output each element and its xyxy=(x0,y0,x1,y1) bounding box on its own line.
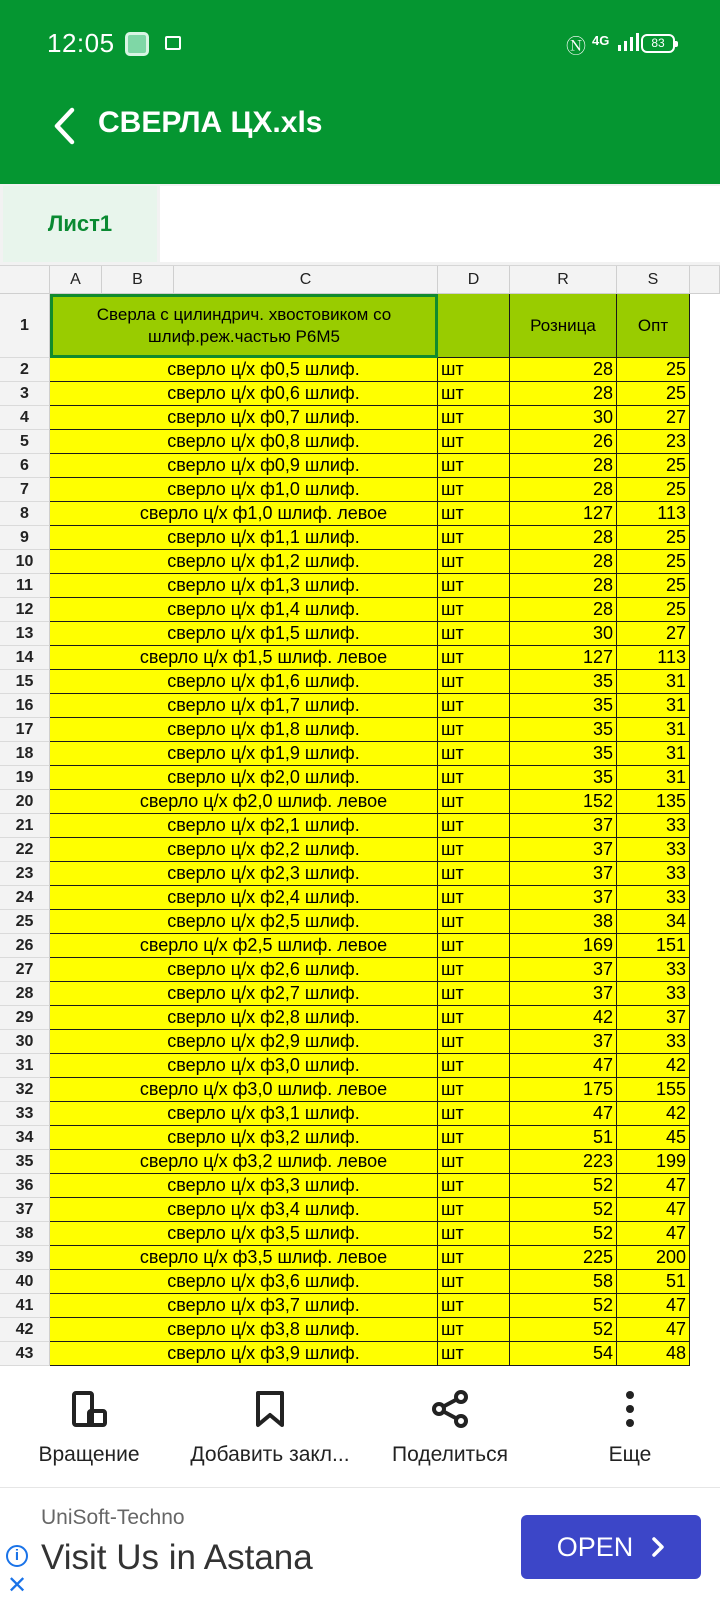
row-header[interactable]: 3 xyxy=(0,382,50,406)
unit-cell[interactable]: шт xyxy=(438,574,510,598)
row-header[interactable]: 36 xyxy=(0,1174,50,1198)
retail-price-cell[interactable]: 35 xyxy=(510,766,617,790)
wholesale-price-cell[interactable]: 25 xyxy=(617,478,690,502)
retail-header-cell[interactable]: Розница xyxy=(510,294,617,358)
retail-price-cell[interactable]: 35 xyxy=(510,718,617,742)
wholesale-price-cell[interactable]: 25 xyxy=(617,574,690,598)
status-time: 12:05 xyxy=(47,28,115,58)
description-cell[interactable]: сверло ц/х ф2,0 шлиф. левое xyxy=(50,790,438,814)
unit-cell[interactable]: шт xyxy=(438,1078,510,1102)
retail-price-cell[interactable]: 28 xyxy=(510,598,617,622)
wholesale-price-cell[interactable]: 135 xyxy=(617,790,690,814)
row-header[interactable]: 33 xyxy=(0,1102,50,1126)
row-header[interactable]: 1 xyxy=(0,294,50,358)
description-cell[interactable]: сверло ц/х ф2,0 шлиф. xyxy=(50,766,438,790)
wholesale-price-cell[interactable]: 25 xyxy=(617,358,690,382)
wholesale-price-cell[interactable]: 31 xyxy=(617,766,690,790)
row-header[interactable]: 20 xyxy=(0,790,50,814)
row-header[interactable]: 28 xyxy=(0,982,50,1006)
wholesale-price-cell[interactable]: 42 xyxy=(617,1102,690,1126)
wholesale-price-cell[interactable]: 33 xyxy=(617,838,690,862)
wholesale-price-cell[interactable]: 47 xyxy=(617,1294,690,1318)
row-header[interactable]: 35 xyxy=(0,1150,50,1174)
wholesale-price-cell[interactable]: 33 xyxy=(617,1030,690,1054)
unit-cell[interactable]: шт xyxy=(438,1174,510,1198)
description-cell[interactable]: сверло ц/х ф3,2 шлиф. xyxy=(50,1126,438,1150)
row-header[interactable]: 15 xyxy=(0,670,50,694)
row-header[interactable]: 22 xyxy=(0,838,50,862)
spreadsheet-grid[interactable] xyxy=(0,266,720,1367)
retail-price-cell[interactable]: 26 xyxy=(510,430,617,454)
sheet-tab-bar-empty xyxy=(160,186,720,262)
app-header xyxy=(0,0,720,184)
retail-price-cell[interactable]: 28 xyxy=(510,550,617,574)
description-cell[interactable]: сверло ц/х ф3,2 шлиф. левое xyxy=(50,1150,438,1174)
wholesale-price-cell[interactable]: 48 xyxy=(617,1342,690,1366)
wholesale-price-cell[interactable]: 25 xyxy=(617,598,690,622)
unit-cell[interactable]: шт xyxy=(438,622,510,646)
description-cell[interactable]: сверло ц/х ф1,3 шлиф. xyxy=(50,574,438,598)
row-header[interactable]: 18 xyxy=(0,742,50,766)
battery-icon: 83 xyxy=(641,34,675,53)
description-cell[interactable]: сверло ц/х ф1,6 шлиф. xyxy=(50,670,438,694)
signal-icon xyxy=(617,32,639,52)
retail-price-cell[interactable]: 38 xyxy=(510,910,617,934)
wholesale-price-cell[interactable]: 27 xyxy=(617,406,690,430)
description-cell[interactable]: сверло ц/х ф0,9 шлиф. xyxy=(50,454,438,478)
select-all-corner[interactable] xyxy=(0,266,50,294)
wholesale-price-cell[interactable]: 113 xyxy=(617,646,690,670)
unit-cell[interactable]: шт xyxy=(438,742,510,766)
wholesale-price-cell[interactable]: 33 xyxy=(617,886,690,910)
unit-cell[interactable]: шт xyxy=(438,1294,510,1318)
description-cell[interactable]: сверло ц/х ф0,7 шлиф. xyxy=(50,406,438,430)
unit-cell[interactable]: шт xyxy=(438,910,510,934)
wholesale-price-cell[interactable]: 25 xyxy=(617,454,690,478)
wholesale-price-cell[interactable]: 34 xyxy=(617,910,690,934)
unit-header-cell[interactable] xyxy=(438,294,510,358)
unit-cell[interactable]: шт xyxy=(438,550,510,574)
retail-price-cell[interactable]: 52 xyxy=(510,1174,617,1198)
wholesale-price-cell[interactable]: 51 xyxy=(617,1270,690,1294)
column-header[interactable]: C xyxy=(174,266,438,294)
unit-cell[interactable]: шт xyxy=(438,1246,510,1270)
retail-price-cell[interactable]: 52 xyxy=(510,1222,617,1246)
share-label: Поделиться xyxy=(392,1443,508,1466)
wholesale-price-cell[interactable]: 47 xyxy=(617,1318,690,1342)
share-button[interactable] xyxy=(378,1367,522,1485)
row-header[interactable]: 31 xyxy=(0,1054,50,1078)
rotate-screen-icon xyxy=(69,1389,109,1429)
screen-notification-icon xyxy=(165,36,181,50)
description-cell[interactable]: сверло ц/х ф2,1 шлиф. xyxy=(50,814,438,838)
description-cell[interactable]: сверло ц/х ф1,2 шлиф. xyxy=(50,550,438,574)
row-header[interactable]: 6 xyxy=(0,454,50,478)
bookmark-label: Добавить закл... xyxy=(190,1443,350,1466)
wholesale-price-cell[interactable]: 33 xyxy=(617,982,690,1006)
unit-cell[interactable]: шт xyxy=(438,1006,510,1030)
description-cell[interactable]: сверло ц/х ф2,5 шлиф. левое xyxy=(50,934,438,958)
description-cell[interactable]: сверло ц/х ф3,0 шлиф. левое xyxy=(50,1078,438,1102)
unit-cell[interactable]: шт xyxy=(438,694,510,718)
wholesale-price-cell[interactable]: 45 xyxy=(617,1126,690,1150)
row-header[interactable]: 10 xyxy=(0,550,50,574)
bookmark-icon xyxy=(250,1389,290,1429)
unit-cell[interactable]: шт xyxy=(438,718,510,742)
description-cell[interactable]: сверло ц/х ф3,9 шлиф. xyxy=(50,1342,438,1366)
retail-price-cell[interactable]: 47 xyxy=(510,1102,617,1126)
row-header[interactable]: 7 xyxy=(0,478,50,502)
row-header[interactable]: 11 xyxy=(0,574,50,598)
unit-cell[interactable]: шт xyxy=(438,1054,510,1078)
wholesale-price-cell[interactable]: 23 xyxy=(617,430,690,454)
description-cell[interactable]: сверло ц/х ф2,6 шлиф. xyxy=(50,958,438,982)
retail-price-cell[interactable]: 54 xyxy=(510,1342,617,1366)
unit-cell[interactable]: шт xyxy=(438,886,510,910)
unit-cell[interactable]: шт xyxy=(438,1318,510,1342)
retail-price-cell[interactable]: 47 xyxy=(510,1054,617,1078)
description-cell[interactable]: сверло ц/х ф2,2 шлиф. xyxy=(50,838,438,862)
wholesale-price-cell[interactable]: 25 xyxy=(617,382,690,406)
unit-cell[interactable]: шт xyxy=(438,646,510,670)
row-header[interactable]: 14 xyxy=(0,646,50,670)
rotate-label: Вращение xyxy=(38,1443,140,1466)
description-cell[interactable]: сверло ц/х ф1,0 шлиф. xyxy=(50,478,438,502)
sheet-tab[interactable]: Лист1 xyxy=(3,186,157,262)
wholesale-price-cell[interactable]: 151 xyxy=(617,934,690,958)
ad-open-label: OPEN xyxy=(556,1531,634,1562)
retail-price-cell[interactable]: 152 xyxy=(510,790,617,814)
column-header[interactable]: D xyxy=(438,266,510,294)
share-icon xyxy=(430,1389,470,1429)
more-label: Еще xyxy=(608,1443,652,1466)
retail-price-cell[interactable]: 28 xyxy=(510,478,617,502)
unit-cell[interactable]: шт xyxy=(438,1150,510,1174)
wholesale-price-cell[interactable]: 31 xyxy=(617,670,690,694)
row-header[interactable]: 43 xyxy=(0,1342,50,1366)
description-cell[interactable]: сверло ц/х ф2,3 шлиф. xyxy=(50,862,438,886)
retail-price-cell[interactable]: 37 xyxy=(510,886,617,910)
description-cell[interactable]: сверло ц/х ф2,4 шлиф. xyxy=(50,886,438,910)
more-vertical-icon xyxy=(610,1389,650,1429)
wholesale-header-cell[interactable]: Опт xyxy=(617,294,690,358)
unit-cell[interactable]: шт xyxy=(438,838,510,862)
ad-brand: UniSoft-Techno xyxy=(41,1506,185,1529)
row-header[interactable]: 42 xyxy=(0,1318,50,1342)
row-header[interactable]: 2 xyxy=(0,358,50,382)
unit-cell[interactable]: шт xyxy=(438,598,510,622)
back-arrow-icon[interactable] xyxy=(52,106,78,146)
retail-price-cell[interactable]: 169 xyxy=(510,934,617,958)
column-header-row xyxy=(0,266,720,294)
unit-cell[interactable]: шт xyxy=(438,502,510,526)
row-header[interactable]: 4 xyxy=(0,406,50,430)
retail-price-cell[interactable]: 51 xyxy=(510,1126,617,1150)
description-cell[interactable]: сверло ц/х ф3,0 шлиф. xyxy=(50,1054,438,1078)
row-header[interactable]: 41 xyxy=(0,1294,50,1318)
row-header[interactable]: 38 xyxy=(0,1222,50,1246)
unit-cell[interactable]: шт xyxy=(438,1222,510,1246)
wholesale-price-cell[interactable]: 199 xyxy=(617,1150,690,1174)
unit-cell[interactable]: шт xyxy=(438,670,510,694)
retail-price-cell[interactable]: 225 xyxy=(510,1246,617,1270)
retail-price-cell[interactable]: 175 xyxy=(510,1078,617,1102)
description-cell[interactable]: сверло ц/х ф2,7 шлиф. xyxy=(50,982,438,1006)
row-header[interactable]: 25 xyxy=(0,910,50,934)
retail-price-cell[interactable]: 37 xyxy=(510,1030,617,1054)
description-cell[interactable]: сверло ц/х ф0,5 шлиф. xyxy=(50,358,438,382)
unit-cell[interactable]: шт xyxy=(438,1270,510,1294)
bottom-toolbar xyxy=(0,1367,720,1485)
retail-price-cell[interactable]: 52 xyxy=(510,1318,617,1342)
retail-price-cell[interactable]: 28 xyxy=(510,526,617,550)
row-header[interactable]: 29 xyxy=(0,1006,50,1030)
unit-cell[interactable]: шт xyxy=(438,958,510,982)
ad-banner[interactable] xyxy=(0,1487,720,1600)
ad-headline[interactable]: Visit Us in Astana xyxy=(41,1538,313,1577)
column-header[interactable]: R xyxy=(510,266,617,294)
retail-price-cell[interactable]: 223 xyxy=(510,1150,617,1174)
row-header[interactable]: 8 xyxy=(0,502,50,526)
retail-price-cell[interactable]: 28 xyxy=(510,454,617,478)
ad-info-icon[interactable]: i xyxy=(6,1545,28,1567)
unit-cell[interactable]: шт xyxy=(438,1030,510,1054)
wholesale-price-cell[interactable]: 42 xyxy=(617,1054,690,1078)
column-header-filler xyxy=(690,266,720,294)
unit-cell[interactable]: шт xyxy=(438,862,510,886)
unit-cell[interactable]: шт xyxy=(438,1126,510,1150)
row-header[interactable]: 30 xyxy=(0,1030,50,1054)
wholesale-price-cell[interactable]: 27 xyxy=(617,622,690,646)
wholesale-price-cell[interactable]: 200 xyxy=(617,1246,690,1270)
row-header[interactable]: 23 xyxy=(0,862,50,886)
description-cell[interactable]: сверло ц/х ф3,8 шлиф. xyxy=(50,1318,438,1342)
row-header[interactable]: 17 xyxy=(0,718,50,742)
description-cell[interactable]: сверло ц/х ф1,5 шлиф. левое xyxy=(50,646,438,670)
ad-close-icon[interactable]: ✕ xyxy=(7,1572,28,1599)
description-cell[interactable]: сверло ц/х ф3,1 шлиф. xyxy=(50,1102,438,1126)
wholesale-price-cell[interactable]: 25 xyxy=(617,526,690,550)
unit-cell[interactable]: шт xyxy=(438,934,510,958)
retail-price-cell[interactable]: 28 xyxy=(510,382,617,406)
more-button[interactable] xyxy=(580,1367,680,1485)
description-cell[interactable]: сверло ц/х ф1,0 шлиф. левое xyxy=(50,502,438,526)
row-header[interactable]: 5 xyxy=(0,430,50,454)
description-cell[interactable]: сверло ц/х ф0,8 шлиф. xyxy=(50,430,438,454)
description-cell[interactable]: сверло ц/х ф1,1 шлиф. xyxy=(50,526,438,550)
wholesale-price-cell[interactable]: 47 xyxy=(617,1198,690,1222)
description-cell[interactable]: сверло ц/х ф1,8 шлиф. xyxy=(50,718,438,742)
column-header[interactable]: B xyxy=(102,266,174,294)
description-cell[interactable]: сверло ц/х ф3,4 шлиф. xyxy=(50,1198,438,1222)
retail-price-cell[interactable]: 35 xyxy=(510,694,617,718)
row-header[interactable]: 27 xyxy=(0,958,50,982)
row-header[interactable]: 13 xyxy=(0,622,50,646)
retail-price-cell[interactable]: 58 xyxy=(510,1270,617,1294)
retail-price-cell[interactable]: 37 xyxy=(510,958,617,982)
wholesale-price-cell[interactable]: 33 xyxy=(617,958,690,982)
retail-price-cell[interactable]: 42 xyxy=(510,1006,617,1030)
ad-open-button[interactable] xyxy=(521,1515,701,1579)
retail-price-cell[interactable]: 37 xyxy=(510,862,617,886)
retail-price-cell[interactable]: 127 xyxy=(510,646,617,670)
unit-cell[interactable]: шт xyxy=(438,478,510,502)
unit-cell[interactable]: шт xyxy=(438,358,510,382)
unit-cell[interactable]: шт xyxy=(438,382,510,406)
description-cell[interactable]: сверло ц/х ф3,5 шлиф. xyxy=(50,1222,438,1246)
chevron-right-icon xyxy=(651,1536,665,1558)
description-cell[interactable]: сверло ц/х ф3,6 шлиф. xyxy=(50,1270,438,1294)
retail-price-cell[interactable]: 127 xyxy=(510,502,617,526)
unit-cell[interactable]: шт xyxy=(438,766,510,790)
wholesale-price-cell[interactable]: 33 xyxy=(617,814,690,838)
wholesale-price-cell[interactable]: 31 xyxy=(617,694,690,718)
nfc-icon: Ⓝ xyxy=(566,36,586,58)
retail-price-cell[interactable]: 30 xyxy=(510,622,617,646)
retail-price-cell[interactable]: 35 xyxy=(510,670,617,694)
sheet-tab-bar xyxy=(0,184,720,266)
row-header[interactable]: 39 xyxy=(0,1246,50,1270)
add-bookmark-button[interactable] xyxy=(180,1367,360,1485)
wholesale-price-cell[interactable]: 33 xyxy=(617,862,690,886)
retail-price-cell[interactable]: 37 xyxy=(510,838,617,862)
description-cell[interactable]: сверло ц/х ф0,6 шлиф. xyxy=(50,382,438,406)
network-type: 4G xyxy=(592,33,610,48)
row-header[interactable]: 9 xyxy=(0,526,50,550)
row-header[interactable]: 19 xyxy=(0,766,50,790)
retail-price-cell[interactable]: 52 xyxy=(510,1198,617,1222)
wholesale-price-cell[interactable]: 31 xyxy=(617,742,690,766)
description-cell[interactable]: сверло ц/х ф3,3 шлиф. xyxy=(50,1174,438,1198)
description-cell[interactable]: сверло ц/х ф1,4 шлиф. xyxy=(50,598,438,622)
app-notification-icon xyxy=(125,32,149,56)
retail-price-cell[interactable]: 30 xyxy=(510,406,617,430)
retail-price-cell[interactable]: 37 xyxy=(510,814,617,838)
retail-price-cell[interactable]: 28 xyxy=(510,358,617,382)
unit-cell[interactable]: шт xyxy=(438,790,510,814)
description-cell[interactable]: сверло ц/х ф2,9 шлиф. xyxy=(50,1030,438,1054)
description-cell[interactable]: сверло ц/х ф3,5 шлиф. левое xyxy=(50,1246,438,1270)
rotate-button[interactable] xyxy=(30,1367,148,1485)
row-header[interactable]: 12 xyxy=(0,598,50,622)
row-header[interactable]: 26 xyxy=(0,934,50,958)
wholesale-price-cell[interactable]: 25 xyxy=(617,550,690,574)
file-title: СВЕРЛА ЦХ.xls xyxy=(98,106,323,139)
unit-cell[interactable]: шт xyxy=(438,1102,510,1126)
column-header[interactable]: A xyxy=(50,266,102,294)
wholesale-price-cell[interactable]: 37 xyxy=(617,1006,690,1030)
description-cell[interactable]: сверло ц/х ф3,7 шлиф. xyxy=(50,1294,438,1318)
row-header[interactable]: 40 xyxy=(0,1270,50,1294)
unit-cell[interactable]: шт xyxy=(438,526,510,550)
wholesale-price-cell[interactable]: 47 xyxy=(617,1222,690,1246)
retail-price-cell[interactable]: 37 xyxy=(510,982,617,1006)
description-cell[interactable]: сверло ц/х ф1,7 шлиф. xyxy=(50,694,438,718)
row-header[interactable]: 16 xyxy=(0,694,50,718)
description-cell[interactable]: сверло ц/х ф1,9 шлиф. xyxy=(50,742,438,766)
unit-cell[interactable]: шт xyxy=(438,406,510,430)
unit-cell[interactable]: шт xyxy=(438,1198,510,1222)
wholesale-price-cell[interactable]: 31 xyxy=(617,718,690,742)
description-cell[interactable]: сверло ц/х ф2,5 шлиф. xyxy=(50,910,438,934)
column-header[interactable]: S xyxy=(617,266,690,294)
row-header[interactable]: 24 xyxy=(0,886,50,910)
wholesale-price-cell[interactable]: 113 xyxy=(617,502,690,526)
description-cell[interactable]: сверло ц/х ф1,5 шлиф. xyxy=(50,622,438,646)
unit-cell[interactable]: шт xyxy=(438,454,510,478)
unit-cell[interactable]: шт xyxy=(438,430,510,454)
row-header[interactable]: 34 xyxy=(0,1126,50,1150)
retail-price-cell[interactable]: 28 xyxy=(510,574,617,598)
description-cell[interactable]: сверло ц/х ф2,8 шлиф. xyxy=(50,1006,438,1030)
merged-title-cell[interactable]: Сверла с цилиндрич. хвостовиком со шлиф.реж.частью Р6М5 xyxy=(50,294,438,358)
wholesale-price-cell[interactable]: 47 xyxy=(617,1174,690,1198)
row-header[interactable]: 37 xyxy=(0,1198,50,1222)
unit-cell[interactable]: шт xyxy=(438,814,510,838)
retail-price-cell[interactable]: 52 xyxy=(510,1294,617,1318)
row-header[interactable]: 21 xyxy=(0,814,50,838)
wholesale-price-cell[interactable]: 155 xyxy=(617,1078,690,1102)
retail-price-cell[interactable]: 35 xyxy=(510,742,617,766)
unit-cell[interactable]: шт xyxy=(438,1342,510,1366)
row-header[interactable]: 32 xyxy=(0,1078,50,1102)
unit-cell[interactable]: шт xyxy=(438,982,510,1006)
